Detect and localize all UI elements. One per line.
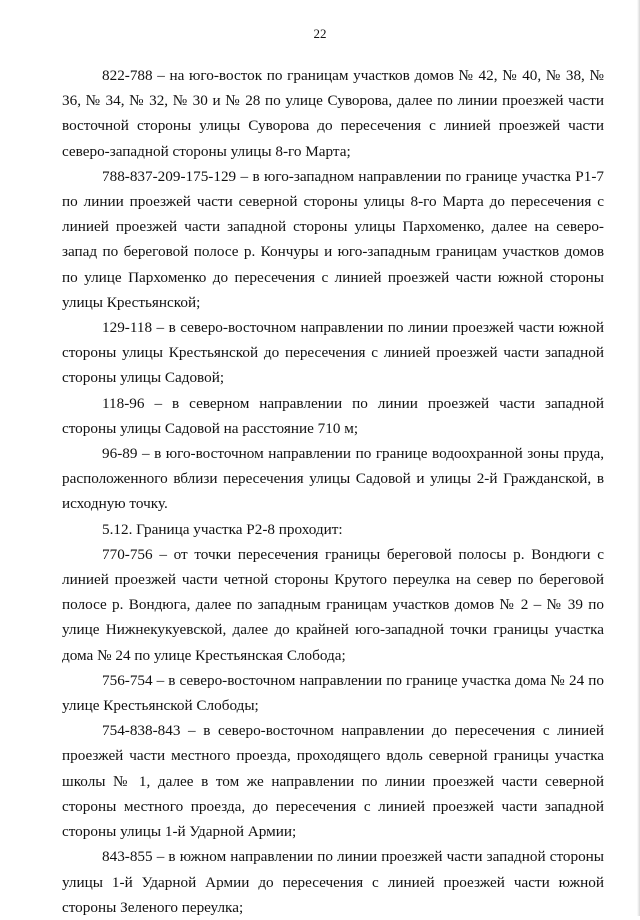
paragraph-118-96: 118-96 – в северном направлении по линии проезжей части западной стороны улицы Садовой на расстояние 710 м; [62, 394, 604, 437]
paragraph-756-754: 756-754 – в северо-восточном направлении по границе участка дома № 24 по улице Крестьянской Слободы; [62, 671, 604, 715]
paragraph-754-843: 754-838-843 – в северо-восточном направлении до пересечения с линией проезжей части местного проезда, проходящего вдоль северной границы участка школы № 1, далее в том же направлении по линии проезжей части северной стороны местного проезда, до пересечения с линией проезжей части западной стороны улицы 1-й Ударной Армии; [62, 722, 604, 841]
paragraph-129-118: 129-118 – в северо-восточном направлении по линии проезжей части южной стороны улицы Крестьянской до пересечения с линией проезжей части западной стороны улицы Садовой; [62, 319, 604, 387]
page-number: 22 [313, 26, 327, 41]
paragraph-788-129: 788-837-209-175-129 – в юго-западном направлении по границе участка Р1-7 по линии проезжей части северной стороны улицы 8-го Марта до пересечения с линией проезжей части западной стороны улицы Пархоменко, далее на северо-запад по береговой полосе р. Кончуры и юго-западным границам участков домов по улице Пархоменко до пересечения с линией проезжей части южной стороны улицы Крестьянской; [62, 167, 604, 311]
paragraph-770-756: 770-756 – от точки пересечения границы береговой полосы р. Вондюги с линией проезжей части четной стороны Крутого переулка на север по береговой полосе р. Вондюга, далее по западным границам участков домов № 2 – № 39 по улице Нижнекукуевской, далее до крайней юго-западной точки границы участка дома № 24 по улице Крестьянская Слобода; [62, 545, 604, 664]
document-body [62, 63, 604, 920]
paragraph-96-89: 96-89 – в юго-восточном направлении по границе водоохранной зоны пруда, расположенного вблизи пересечения улицы Садовой и улицы 2-й Гражданской, в исходную точку. [62, 445, 604, 513]
section-heading-5-12: 5.12. Граница участка Р2-8 проходит: [102, 520, 343, 538]
paragraph-822-788: 822-788 – на юго-восток по границам участков домов № 42, № 40, № 38, № 36, № 34, № 32, № 30 и № 28 по улице Суворова, далее по линии проезжей части восточной стороны улицы Суворова до пересечения с линией проезжей части северо-западной стороны улицы 8-го Марта; [62, 67, 604, 160]
paragraph-843-855: 843-855 – в южном направлении по линии проезжей части западной стороны улицы 1-й Ударной Армии до пересечения с линией проезжей части южной стороны Зеленого переулка; [62, 848, 604, 916]
